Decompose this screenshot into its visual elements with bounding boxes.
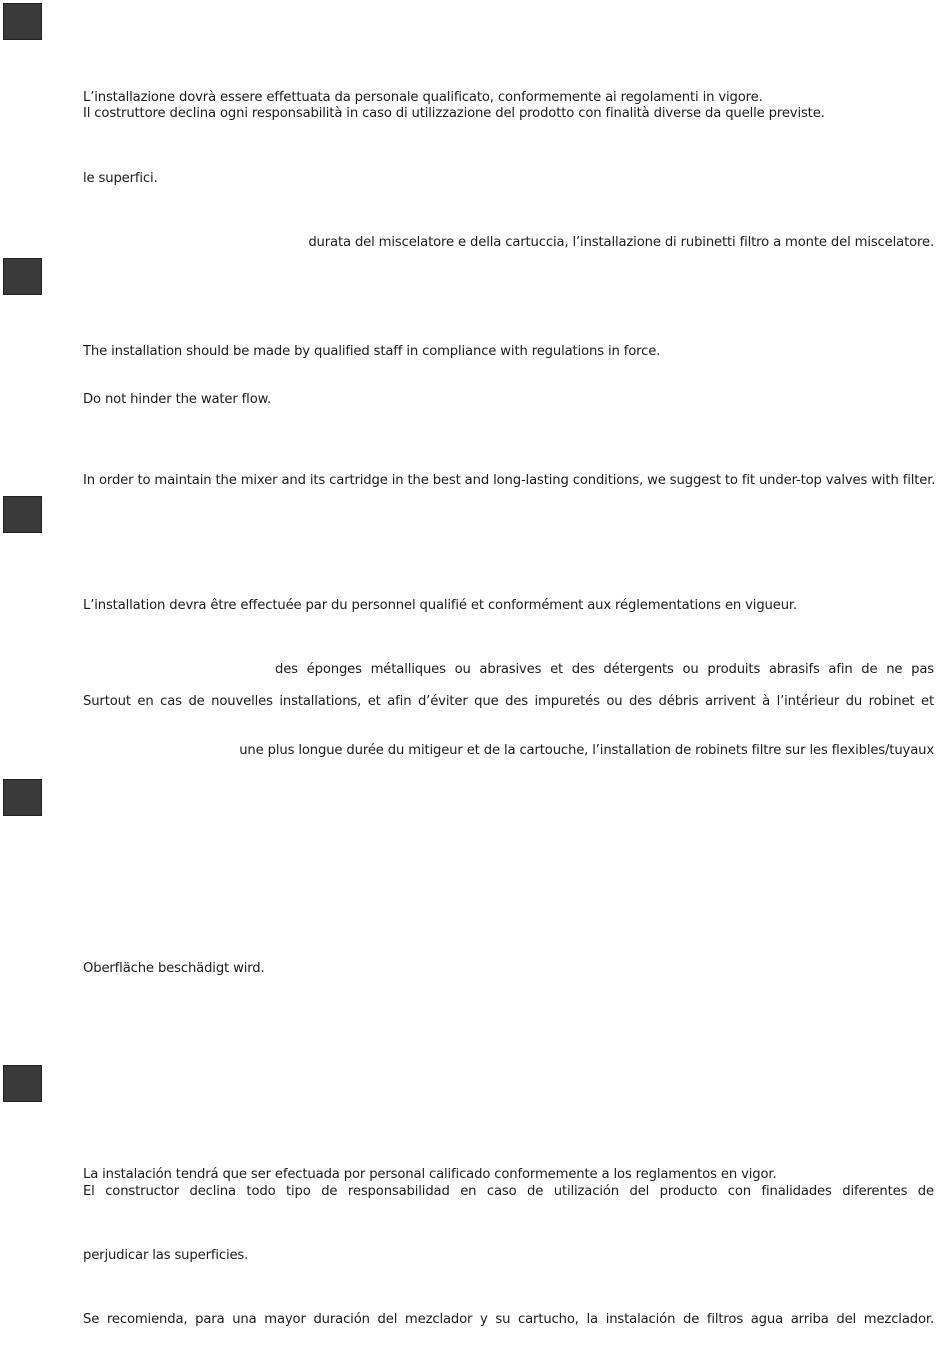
en-text-line: In order to maintain the mixer and its cartridge in the best and long-lasting conditions, we suggest to fit under-top valves with filter. [83,473,936,488]
it-text-line: Il costruttore declina ogni responsabilità in caso di utilizzazione del prodotto con finalità diverse da quelle previste. [83,106,825,121]
language-marker-italian [3,3,42,40]
it-text-line: durata del miscelatore e della cartuccia, l’installazione di rubinetti filtro a monte del miscelatore. [308,235,934,250]
fr-text-line: Surtout en cas de nouvelles installations, et afin d’éviter que des impuretés ou des débris arrivent à l’intérieur du robinet et [83,694,934,709]
language-marker-french [3,496,42,533]
fr-text-line: une plus longue durée du mitigeur et de la cartouche, l’installation de robinets filtre sur les flexibles/tuyaux [239,743,934,758]
es-text-line: El constructor declina todo tipo de responsabilidad en caso de utilización del producto con finalidades diferentes de [83,1184,934,1199]
es-text-line: La instalación tendrá que ser efectuada por personal calificado conformemente a los reglamentos en vigor. [83,1167,777,1182]
es-text-line: Se recomienda, para una mayor duración del mezclador y su cartucho, la instalación de filtros agua arriba del mezclador. [83,1312,934,1327]
de-text-line: Oberfläche beschädigt wird. [83,961,265,976]
fr-text-line: des éponges métalliques ou abrasives et des détergents ou produits abrasifs afin de ne pas [275,662,934,677]
it-text-line: L’installazione dovrà essere effettuata da personale qualificato, conformemente ai regolamenti in vigore. [83,90,763,105]
en-text-line: Do not hinder the water flow. [83,392,272,407]
language-marker-english [3,258,42,295]
en-text-line: The installation should be made by qualified staff in compliance with regulations in force. [83,344,661,359]
it-text-line: le superfici. [83,171,158,186]
fr-text-line: L’installation devra être effectuée par du personnel qualifié et conformément aux réglementations en vigueur. [83,598,798,613]
es-text-line: perjudicar las superficies. [83,1248,249,1263]
language-marker-german [3,779,42,816]
language-marker-spanish [3,1065,42,1102]
